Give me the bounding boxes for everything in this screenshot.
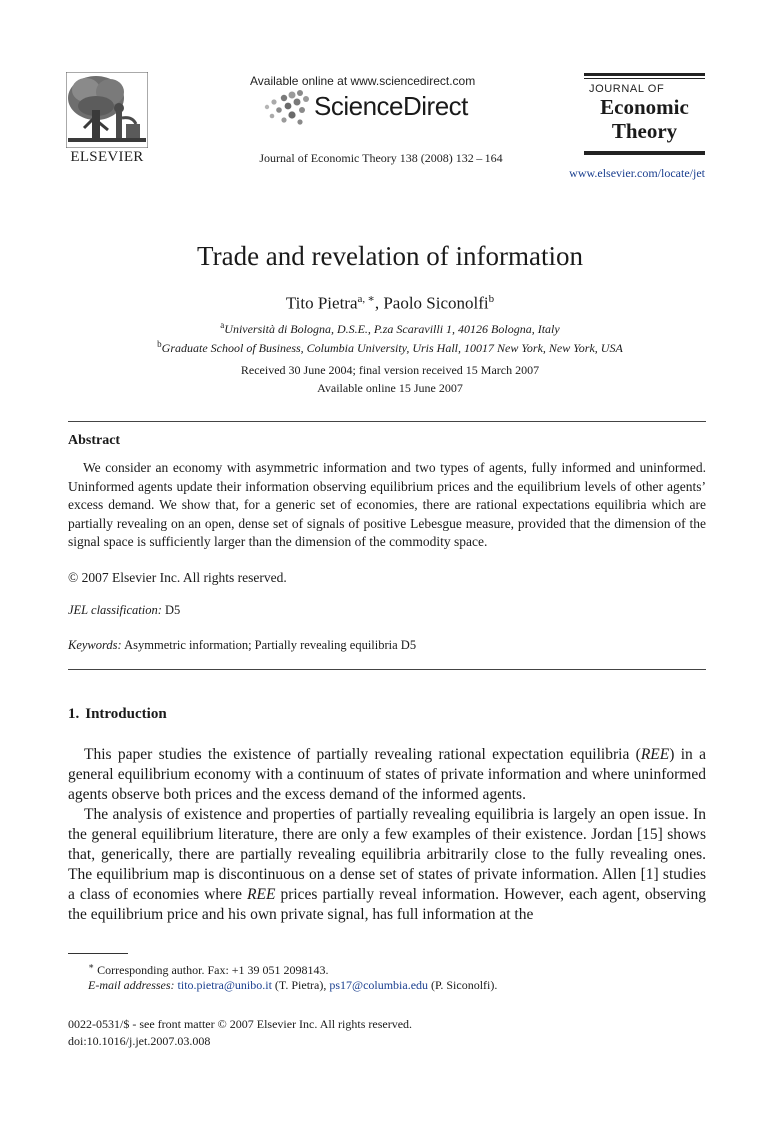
received-dates: Received 30 June 2004; final version received 15 March 2007: [240, 363, 540, 377]
affiliation-mark: a, ∗: [357, 293, 375, 305]
logo-rule: [584, 73, 705, 76]
section-number: 1.: [68, 706, 80, 722]
keywords-value: Asymmetric information; Partially revealing equilibria D5: [121, 638, 417, 652]
affiliation-text: Università di Bologna, D.S.E., P.za Scaravilli 1, 40126 Bologna, Italy: [224, 322, 560, 336]
affiliation-mark: b: [488, 293, 495, 305]
affiliation-b: [0, 339, 780, 356]
footnote-text: Corresponding author. Fax: +1 39 051 2098143.: [94, 963, 329, 977]
issn-line: 0022-0531/$ - see front matter © 2007 Elsevier Inc. All rights reserved.: [68, 1017, 413, 1031]
sciencedirect-wordmark: ScienceDirect: [314, 91, 468, 121]
affiliation-text: Graduate School of Business, Columbia University, Uris Hall, 10017 New York, New York, USA: [161, 341, 623, 355]
jel-value: D5: [161, 603, 181, 617]
keywords-label: Keywords:: [68, 638, 122, 652]
author-separator: ,: [374, 293, 384, 313]
jel-label: JEL classification:: [68, 603, 162, 617]
section-title: Introduction: [85, 706, 167, 722]
article-title: Trade and revelation of information: [197, 241, 583, 271]
paragraph-emphasis: REE: [247, 886, 276, 903]
keywords: [68, 638, 416, 653]
paragraph-emphasis: REE: [640, 746, 670, 763]
elsevier-wordmark: ELSEVIER: [70, 149, 144, 165]
affiliation-mark: a: [220, 320, 225, 330]
email-link[interactable]: ps17@columbia.edu: [329, 978, 429, 992]
logo-title-line2: Theory: [611, 119, 678, 143]
elsevier-tree-icon: [66, 72, 148, 148]
logo-rule: [584, 152, 705, 155]
logo-rule: [584, 78, 705, 79]
paragraph-text: This paper studies the existence of partially revealing rational expectation equilibria (: [84, 746, 641, 763]
email-link[interactable]: tito.pietra@unibo.it: [177, 978, 272, 992]
intro-paragraph-1: [68, 745, 706, 805]
footnote-mark: ∗: [88, 961, 95, 971]
jel-classification: [68, 603, 180, 618]
sciencedirect-logo: [262, 89, 512, 131]
email-owner: (P. Siconolfi).: [428, 978, 498, 992]
available-online-text: Available online at www.sciencedirect.com: [250, 74, 476, 88]
divider: [68, 421, 706, 422]
footnote-corresponding: [88, 961, 329, 978]
abstract-text: We consider an economy with asymmetric information and two types of agents, fully informed and uninformed. Uninformed agents update their information observing equilibrium prices and the equilibrium levels of other agents’ excess demand. We show that, for a generic set of economies, there are rational expectations equilibria which are partially revealing on an open, dense set of signals of positive Lebesgue measure, provided that the dimension of the signal space is sufficiently larger than the dimension of the commodity space.: [68, 460, 706, 549]
divider: [68, 669, 706, 670]
section-heading: [68, 706, 167, 723]
author-line: [0, 292, 780, 314]
email-label: E-mail addresses:: [88, 978, 175, 992]
paragraph-text: The analysis of existence and properties of partially revealing equilibria is largely an open issue. In the general equilibrium literature, there are only a few examples of their existence. Jordan [15] shows that, generically, there are partially revealing equilibria arbitrarily close to the fully revealing ones. The equilibrium map is discontinuous on a dense set of states of private information. Allen [1] studies a class of economies where: [68, 806, 706, 903]
logo-title-line1: Economic: [600, 95, 689, 119]
paragraph-text: prices partially reveal information. However, each agent, observing the equilibrium price and his own private signal, has full information at the: [68, 886, 706, 923]
journal-citation: Journal of Economic Theory 138 (2008) 132 – 164: [259, 151, 503, 165]
author-name: Paolo Siconolfi: [383, 293, 489, 313]
logo-journal-of: JOURNAL OF: [589, 83, 665, 95]
footnote-emails: [88, 978, 497, 993]
available-date: Available online 15 June 2007: [317, 381, 463, 395]
email-owner: (T. Pietra),: [271, 978, 330, 992]
journal-logo: [584, 73, 705, 155]
doi-line: doi:10.1016/j.jet.2007.03.008: [68, 1034, 211, 1048]
affiliation-mark: b: [157, 339, 162, 349]
footnote-rule: [68, 953, 128, 954]
elsevier-logo: [66, 72, 148, 166]
sciencedirect-dots-icon: [262, 89, 312, 127]
journal-url-link[interactable]: www.elsevier.com/locate/jet: [569, 166, 705, 180]
author-name: Tito Pietra: [285, 293, 358, 313]
abstract-heading: Abstract: [68, 433, 121, 448]
paragraph-text: ) in a general equilibrium economy with a continuum of states of private information and where uninformed agents observe both prices and the excess demand of the informed agents.: [68, 746, 706, 803]
copyright-notice: © 2007 Elsevier Inc. All rights reserved.: [68, 570, 287, 585]
affiliation-a: [0, 320, 780, 337]
intro-paragraph-2: [68, 805, 706, 925]
